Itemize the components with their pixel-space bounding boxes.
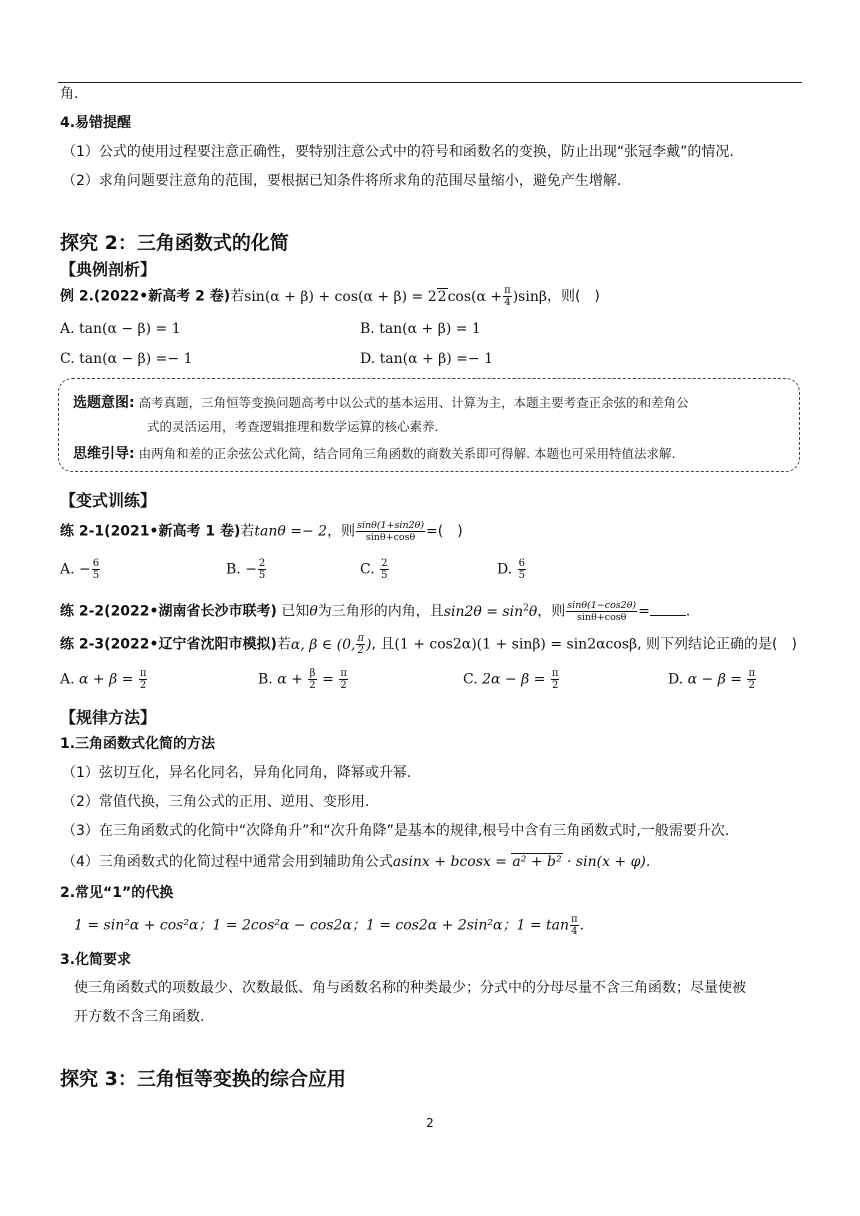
exercise-2-1-stem: 练 2-1(2021•新高考 1 卷)若tanθ =− 2，则 $\frac{\sin\theta(1+\sin 2\theta)}{\sin\theta+\cos\theta}$ =( ): [60, 520, 463, 543]
method-1-heading: 1.三角函数式化简的方法: [60, 736, 216, 752]
method-3-line-1: 使三角函数式的项数最少、次数最低、角与函数名称的种类最少；分式中的分母尽量不含三角函数；尽量使被: [74, 980, 746, 996]
page-number: 2: [426, 1116, 434, 1130]
method-3-heading: 3.化简要求: [60, 952, 132, 968]
method-1-item-3: （3）在三角函数式的化简中“次降角升”和“次升角降”是基本的规律,根号中含有三角函数式时,一般需要升次.: [62, 823, 730, 839]
exercise-2-1-option-b: B. − $\frac{2}{5}$: [226, 558, 266, 581]
answer-blank[interactable]: [650, 603, 686, 616]
example-2-source: 例 2.(2022•新高考 2 卷): [60, 288, 231, 305]
example-2-option-b: B. tan(α + β) = 1: [360, 321, 481, 337]
method-1-item-1: （1）弦切互化，异名化同名，异角化同角，降幂或升幂.: [62, 765, 412, 781]
error-tip-2: （2）求角问题要注意角的范围，要根据已知条件将所求角的范围尽量缩小，避免产生增解.: [62, 173, 622, 189]
exercise-2-3-option-b: B. α + $\frac{\beta}{2}$ = $\frac{\pi}{2}$: [258, 668, 347, 691]
example-2-option-c: C. tan(α − β) =− 1: [60, 351, 193, 367]
typical-example-heading: 【典例剖析】: [60, 260, 157, 279]
guide-text: 由两角和差的正余弦公式化简，结合同角三角函数的商数关系即可得解. 本题也可采用特值法求解.: [138, 446, 676, 461]
exercise-2-3-option-c: C. 2α − β = $\frac{\pi}{2}$: [463, 668, 559, 691]
explore-3-heading: 探究 3：三角恒等变换的综合应用: [60, 1068, 346, 1090]
intent-label: 选题意图:: [73, 395, 135, 411]
explore-2-heading: 探究 2：三角函数式的化简: [60, 232, 289, 254]
exercise-2-1-option-a: A. − $\frac{6}{5}$: [60, 558, 100, 581]
example-2-stem: 例 2.(2022•新高考 2 卷)若sin(α + β) + cos(α + β) = 22cos(α + $\frac{\pi}{4}$ )sinβ，则( ): [60, 285, 600, 308]
analysis-box: [58, 378, 800, 472]
variant-training-heading: 【变式训练】: [60, 491, 157, 510]
guide-label: 思维引导:: [73, 446, 135, 462]
exercise-2-1-source: 练 2-1(2021•新高考 1 卷): [60, 523, 241, 540]
method-2-formula: 1 = sin²α + cos²α；1 = 2cos²α − cos2α；1 = cos2α + 2sin²α；1 = tan $\frac{\pi}{4}$ .: [74, 914, 585, 937]
method-1-item-2: （2）常值代换，三角公式的正用、逆用、变形用.: [62, 794, 370, 810]
error-tips-heading: 4.易错提醒: [60, 115, 132, 131]
example-2-option-a: A. tan(α − β) = 1: [60, 321, 181, 337]
top-fragment: 角.: [60, 86, 79, 102]
exercise-2-3-option-d: D. α − β = $\frac{\pi}{2}$: [668, 668, 756, 691]
example-2-option-d: D. tan(α + β) =− 1: [360, 351, 493, 367]
exercise-2-1-option-c: C. $\frac{2}{5}$: [360, 558, 388, 581]
intent-text-cont: 式的灵活运用，考查逻辑推理和数学运算的核心素养.: [147, 419, 439, 434]
method-2-heading: 2.常见“1”的代换: [60, 885, 174, 901]
exercise-2-1-option-d: D. $\frac{6}{5}$: [497, 558, 526, 581]
exercise-2-2-source: 练 2-2(2022•湖南省长沙市联考): [60, 603, 277, 620]
example-2-expression: sin(α + β) + cos(α + β) = 22cos(α + $\frac{\pi}{4}$ )sinβ: [244, 285, 547, 308]
exercise-2-3-option-a: A. α + β = $\frac{\pi}{2}$: [60, 668, 147, 691]
error-tip-1: （1）公式的使用过程要注意正确性，要特别注意公式中的符号和函数名的变换，防止出现“张冠李戴”的情况.: [62, 144, 734, 160]
header-rule: [58, 82, 802, 83]
rules-methods-heading: 【规律方法】: [60, 708, 157, 727]
guide-line: [73, 442, 783, 466]
intent-text: 高考真题，三角恒等变换问题高考中以公式的基本运用、计算为主，本题主要考查正余弦的和差角公: [138, 395, 689, 410]
method-3-line-2: 开方数不含三角函数.: [74, 1009, 205, 1025]
method-1-item-4: （4）三角函数式的化简过程中通常会用到辅助角公式asinx + bcosx = a² + b² · sin(x + φ).: [62, 854, 651, 870]
intent-line: [73, 391, 783, 415]
exercise-2-2-stem: 练 2-2(2022•湖南省长沙市联考) 已知θ为三角形的内角，且$\sin 2\theta = \sin^2\theta$，则 $\frac{\sin\theta(1-\cos 2\theta)}{\sin\theta+\cos\theta}$ = .: [60, 600, 691, 624]
exercise-2-3-stem: 练 2-3(2022•辽宁省沈阳市模拟)若α, β ∈ (0, $\frac{\pi}{2}$ ), 且(1 + cos2α)(1 + sinβ) = sin2αcosβ, 则下列结论正确的是( ): [60, 633, 797, 656]
exercise-2-3-source: 练 2-3(2022•辽宁省沈阳市模拟): [60, 636, 277, 653]
